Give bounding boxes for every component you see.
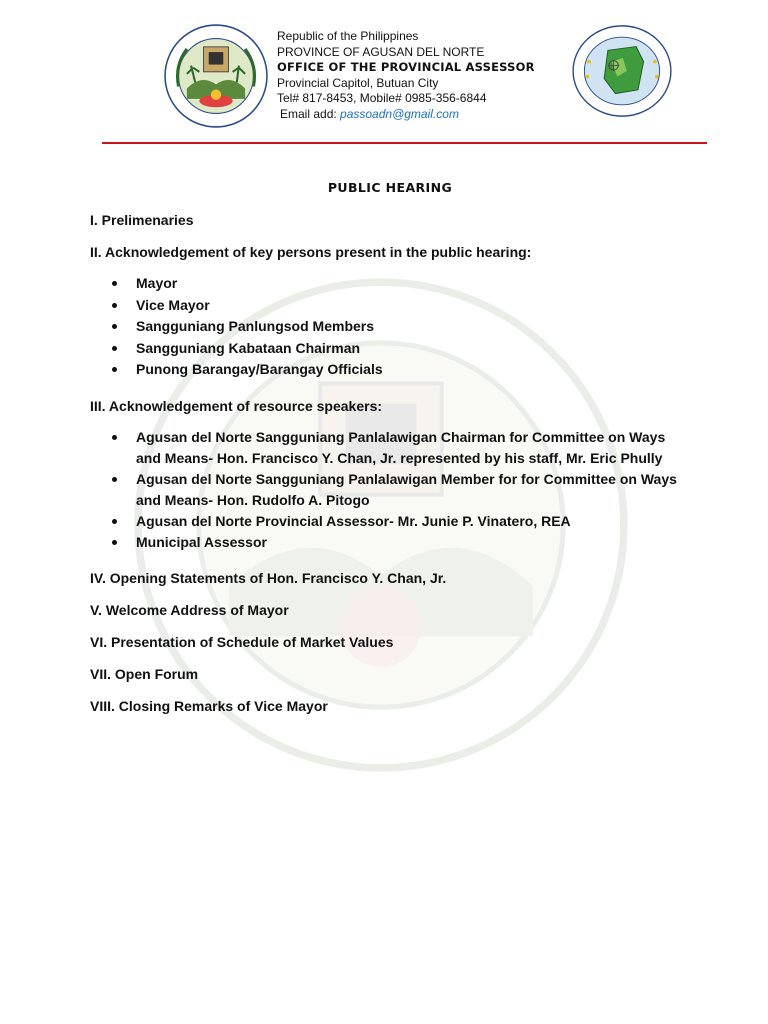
- letterhead-email-line: [280, 107, 535, 123]
- letterhead-text: [277, 29, 535, 122]
- header-divider: [102, 142, 707, 144]
- list-item: Vice Mayor: [136, 295, 690, 317]
- document-body: [90, 176, 690, 729]
- letterhead-republic: Republic of the Philippines: [277, 29, 419, 43]
- email-label: Email add:: [280, 106, 341, 121]
- list-item: Mayor: [136, 273, 690, 295]
- key-persons-list: [90, 273, 690, 381]
- section-closing-remarks: VIII. Closing Remarks of Vice Mayor: [90, 697, 328, 714]
- list-item: Punong Barangay/Barangay Officials: [136, 359, 690, 381]
- list-item: Agusan del Norte Sangguniang Panlalawigan Member for for Committee on Ways and Means- Hon. Rudolfo A. Pitogo: [136, 469, 681, 511]
- list-item: Agusan del Norte Provincial Assessor- Mr. Junie P. Vinatero, REA: [136, 511, 681, 532]
- letterhead-province: PROVINCE OF AGUSAN DEL NORTE: [277, 44, 485, 59]
- list-item: Municipal Assessor: [136, 532, 681, 553]
- list-item: Agusan del Norte Sangguniang Panlalawigan Chairman for Committee on Ways and Means- Hon. Francisco Y. Chan, Jr. represented by his staff, Mr. Eric Phully: [136, 427, 681, 469]
- letterhead: [0, 0, 768, 150]
- section-preliminaries: I. Prelimenaries: [90, 212, 194, 228]
- section-open-forum: VII. Open Forum: [90, 665, 199, 682]
- letterhead-address: Provincial Capitol, Butuan City: [277, 75, 439, 90]
- email-link[interactable]: passoadn@gmail.com: [340, 106, 459, 121]
- section-market-values: VI. Presentation of Schedule of Market Values: [90, 633, 394, 650]
- section-key-persons: II. Acknowledgement of key persons present in the public hearing:: [90, 244, 532, 260]
- section-welcome-address: V. Welcome Address of Mayor: [90, 601, 289, 618]
- letterhead-office: OFFICE OF THE PROVINCIAL ASSESSOR: [277, 60, 535, 74]
- speakers-list: [90, 427, 690, 553]
- letterhead-phones: Tel# 817-8453, Mobile# 0985-356-6844: [277, 91, 487, 105]
- provincial-official-seal-icon: [164, 24, 268, 128]
- document-title: PUBLIC HEARING: [327, 180, 453, 195]
- assessor-office-seal-icon: [570, 24, 674, 118]
- list-item: Sangguniang Panlungsod Members: [136, 316, 690, 338]
- section-opening-statements: IV. Opening Statements of Hon. Francisco Y. Chan, Jr.: [90, 569, 447, 586]
- section-resource-speakers: III. Acknowledgement of resource speakers:: [90, 397, 383, 414]
- list-item: Sangguniang Kabataan Chairman: [136, 338, 690, 360]
